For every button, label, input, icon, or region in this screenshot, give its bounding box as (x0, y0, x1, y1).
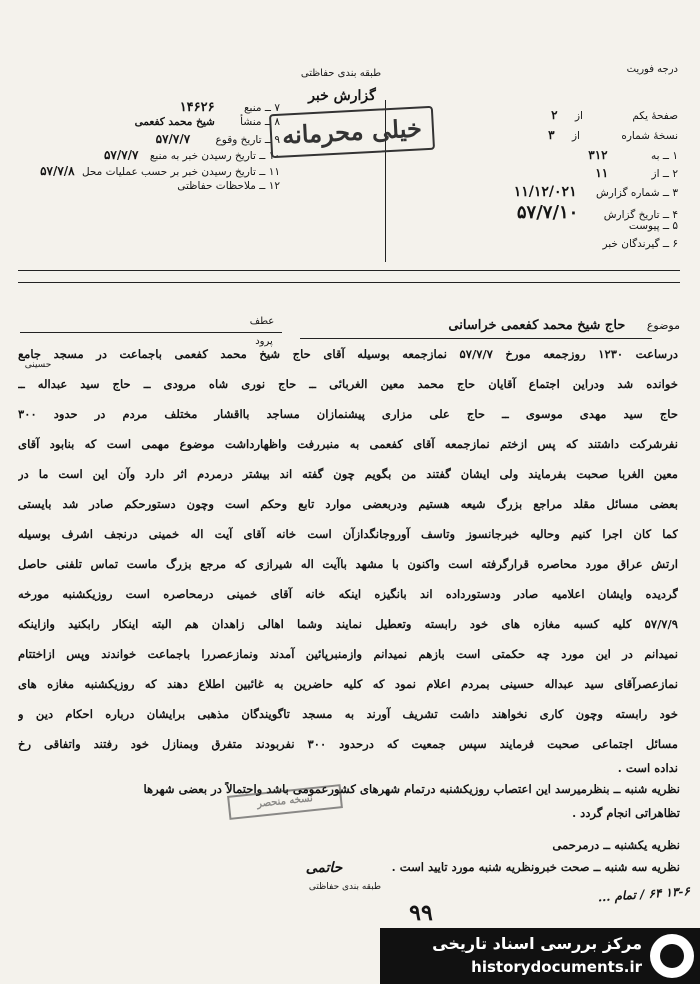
form-row-to: ۱ ــ به ۳۱۲ (588, 148, 678, 162)
signature: حاتمی (305, 860, 343, 876)
subject-rule (300, 338, 652, 339)
body-line: خوانده شد ودراین اجتماع آقایان حاج محمد معین الغربائی ــ حاج نوری شاه مرودی ــ حاج سید عبداله ــ (18, 377, 678, 391)
subject-label: موضوع (646, 319, 680, 332)
priority-label: درجه فوریت (626, 64, 678, 75)
opinion-saturday: نظریه شنبه ــ بنظرمیرسد این اعتصاب روزیکشنبه درتمام شهرهای کشورعمومی باشد واحتمالاً در بعضی شهرها (143, 782, 680, 796)
body-line: ۵۷/۷/۹ کلیه کسبه مغازه های خود رابسته وتعطیل نمایند وشما اهالی زاهدان هم البته اینکار رابکنید وازاینکه (18, 617, 678, 631)
form-row-operations-date: ۱۱ ــ تاریخ رسیدن خبر بر حسب عملیات محل ۵۷/۷/۸ (40, 164, 280, 178)
form-row-attachment: ۵ ــ پیوست (628, 220, 678, 232)
body-line: نفرشرکت داشتند که پس ازختم نمازجمعه آقای کفعمی به منبررفت واظهارداشت موضوع مهمی است که بنابود آقای (18, 437, 678, 451)
left-form (20, 100, 280, 196)
form-row-page: صفحهٔ یکم از ۲ (551, 108, 678, 122)
body-line: معین الغربا صحبت بفرمایند ولی ایشان گفتند من بگویم چون گفته اند بیشتر درمردم اثر دارد وآن این است ما در (18, 467, 678, 481)
secret-stamp: خیلی محرمانه (269, 106, 435, 159)
body-line: نمازعصرآقای سید عبداله حسینی بمردم اعلام نمود که کلیه حاضرین به غائبین اطلاع دهند که روزیکشنبه مغازه های (18, 677, 678, 691)
footer-classification: طبقه بندی حفاظتی (308, 882, 382, 892)
body-line: ارتش عراق مورد محاصره قرارگرفته است واکنون با مشهد باآیت اله شیرازی که مرجع بزرگ ماست تماس تلفنی حاصل (18, 557, 678, 571)
subject-line (300, 318, 680, 333)
header-rule-2 (18, 282, 680, 283)
form-row-from: ۲ ــ از ۱۱ (595, 166, 678, 180)
opinion-sunday: نظریه یکشنبه ــ درمرحمی (552, 838, 680, 852)
body-line: درساعت ۱۲۳۰ روزجمعه مورخ ۵۷/۷/۷ نمازجمعه بوسیله آقای حاج شیخ محمد کفعمی باجماعت در مسجد جامع (18, 347, 678, 361)
body-line: حاج سید مهدی موسوی ــ حاج علی مزاری پیشنمازان مساجد بااقشار مختلف مردم در حدود ۳۰۰ (18, 407, 678, 421)
watermark-bar (380, 928, 700, 984)
subject-side-note: حسینی (24, 360, 52, 370)
form-row-report-date: ۴ ــ تاریخ گزارش ۵۷/۷/۱۰ (516, 202, 678, 223)
page-number: ۹۹ (409, 900, 433, 926)
form-row-received-date: ۱۰ ــ تاریخ رسیدن خبر به منبع ۵۷/۷/۷ (103, 148, 280, 162)
handwritten-note: ۱۳-۶ ۶۴ / تمام ... (597, 884, 691, 905)
body-line: گردیده وایشان اعلامیه صادر ودستورداده اند بانگیزه اینکه خانه آقای خمینی درمحاصره است روزیکشنبه مورخه (18, 587, 678, 601)
reference-rule (20, 332, 282, 333)
archive-logo-icon (650, 934, 694, 978)
form-row-notes: ۱۲ ــ ملاحظات حفاظتی (177, 180, 280, 192)
header-rule-1 (18, 270, 680, 271)
opinion-saturday-cont: تظاهراتی انجام گردد . (572, 806, 680, 820)
form-row-recipients: ۶ ــ گیرندگان خبر (602, 238, 678, 250)
body-line: نمیدانم در این مورد چه حکمتی است بازهم نمیدانم وازمنبرپائین آمدند ونمازعصررا باجماعت خواندند وپس ازاختتام (18, 647, 678, 661)
form-row-copy: نسخهٔ شماره از ۳ (548, 128, 678, 142)
copy-stamp: نسخه منحصر (227, 784, 343, 820)
classification-top: طبقه بندی حفاظتی (300, 68, 382, 79)
body-line: خود رابسته وچون کاری نخواهند داشت تشریف آورند به مسجد تاگویندگان مذهبی برایشان درباره احکام دین و (18, 707, 678, 721)
body-line: بعضی مسائل مقلد مراجع بزرگ شیعه هستیم ودربعضی موارد تابع وحکم است وچون دستورحکم صادر شد بایستی (18, 497, 678, 511)
subject-value: حاج شیخ محمد کفعمی خراسانی (448, 318, 626, 333)
opinion-tuesday: نظریه سه شنبه ــ صحت خبرونظریه شنبه مورد تایید است . (391, 860, 680, 874)
watermark-site: historydocuments.ir (471, 958, 642, 976)
parvande-label: پرود (255, 336, 273, 347)
form-row-origin: ۸ ــ منشأ شیخ محمد کفعمی (134, 116, 280, 128)
body-line: نداده است . (617, 761, 678, 775)
form-row-report-number: ۳ ــ شماره گزارش ۱۱/۱۲/۰۲۱ (513, 184, 678, 200)
body-line: کما کان اجرا کنیم وحالیه خبرجانسوز وتاسف آوروجانگدازآن است خانه آقای آیت اله خمینی درنجف اشرف بوسیله (18, 527, 678, 541)
form-row-source: ۷ ــ منبع ۱۴۶۲۶ (179, 100, 280, 115)
report-title: گزارش خبر (308, 88, 376, 104)
body-line: مسائل اجتماعی صحبت فرمایند سپس جمعیت که درحدود ۳۰۰ نفربودند متفرق وبمنازل خود رفتند واتفاقی رخ (18, 737, 678, 751)
watermark-org: مرکز بررسی اسناد تاریخی (432, 934, 642, 953)
atf-label: عطف (249, 316, 275, 327)
right-form (392, 108, 678, 256)
form-row-occurrence-date: ۹ ــ تاریخ وقوع ۵۷/۷/۷ (155, 132, 280, 146)
